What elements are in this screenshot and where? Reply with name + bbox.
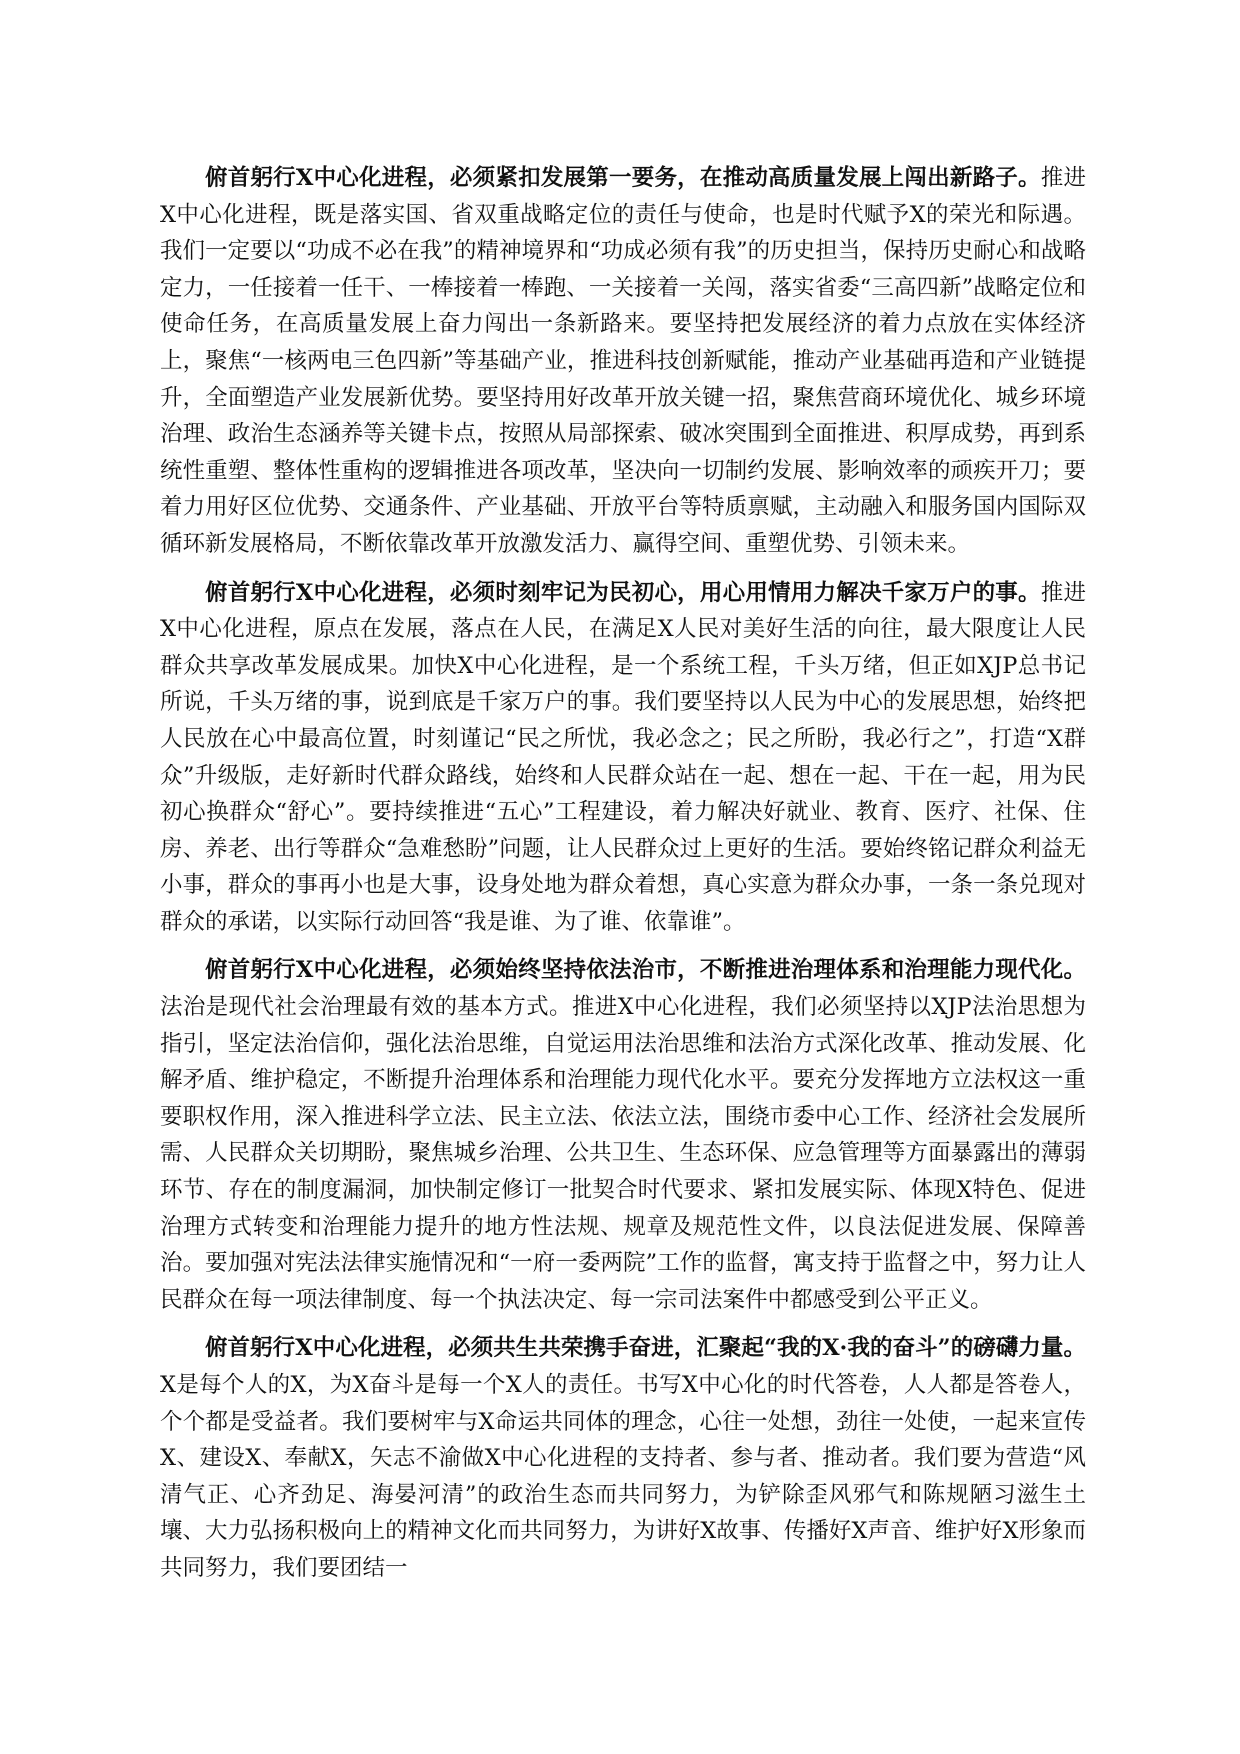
paragraph-body: X是每个人的X，为X奋斗是每一个X人的责任。书写X中心化的时代答卷，人人都是答卷人，个个都是受益者。我们要树牢与X命运共同体的理念，心往一处想，劲往一处使，一起来宣传X、建设X、奉献X，矢志不渝做X中心化进程的支持者、参与者、推动者。我们要为营造“风清气正、心齐劲足、海晏河清”的政治生态而共同努力，为铲除歪风邪气和陈规陋习滋生土壤、大力弘扬积极向上的精神文化而共同努力，为讲好X故事、传播好X声音、维护好X形象而共同努力，我们要团结一 — [160, 1372, 1086, 1581]
document-page — [160, 160, 1086, 1599]
paragraph-development — [160, 160, 1086, 563]
paragraph-lead: 俯首躬行X中心化进程，必须紧扣发展第一要务，在推动高质量发展上闯出新路子。 — [205, 165, 1041, 191]
paragraph-lead: 俯首躬行X中心化进程，必须共生共荣携手奋进，汇聚起“我的X·我的奋斗”的磅礴力量。 — [205, 1335, 1086, 1362]
paragraph-lead: 俯首躬行X中心化进程，必须时刻牢记为民初心，用心用情用力解决千家万户的事。 — [205, 579, 1041, 606]
paragraph-rule-of-law — [160, 952, 1086, 1318]
paragraph-body: 推进X中心化进程，既是落实国、省双重战略定位的责任与使命，也是时代赋予X的荣光和际遇。我们一定要以“功成不必在我”的精神境界和“功成必须有我”的历史担当，保持历史耐心和战略定力，一任接着一任干、一棒接着一棒跑、一关接着一关闯，落实省委“三高四新”战略定位和使命任务，在高质量发展上奋力闯出一条新路来。要坚持把发展经济的着力点放在实体经济上，聚焦“一核两电三色四新”等基础产业，推进科技创新赋能，推动产业基础再造和产业链提升，全面塑造产业发展新优势。要坚持用好改革开放关键一招，聚焦营商环境优化、城乡环境治理、政治生态涵养等关键卡点，按照从局部探索、破冰突围到全面推进、积厚成势，再到系统性重塑、整体性重构的逻辑推进各项改革，坚决向一切制约发展、影响效率的顽疾开刀；要着力用好区位优势、交通条件、产业基础、开放平台等特质禀赋，主动融入和服务国内国际双循环新发展格局，不断依靠改革开放激发活力、赢得空间、重塑优势、引领未来。 — [160, 165, 1086, 557]
paragraph-unity — [160, 1330, 1086, 1586]
paragraph-lead: 俯首躬行X中心化进程，必须始终坚持依法治市，不断推进治理体系和治理能力现代化。 — [205, 957, 1086, 984]
paragraph-people — [160, 575, 1086, 941]
paragraph-body: 法治是现代社会治理最有效的基本方式。推进X中心化进程，我们必须坚持以XJP法治思想为指引，坚定法治信仰，强化法治思维，自觉运用法治思维和法治方式深化改革、推动发展、化解矛盾、维护稳定，不断提升治理体系和治理能力现代化水平。要充分发挥地方立法权这一重要职权作用，深入推进科学立法、民主立法、依法立法，围绕市委中心工作、经济社会发展所需、人民群众关切期盼，聚焦城乡治理、公共卫生、生态环保、应急管理等方面暴露出的薄弱环节、存在的制度漏洞，加快制定修订一批契合时代要求、紧扣发展实际、体现X特色、促进治理方式转变和治理能力提升的地方性法规、规章及规范性文件，以良法促进发展、保障善治。要加强对宪法法律实施情况和“一府一委两院”工作的监督，寓支持于监督之中，努力让人民群众在每一项法律制度、每一个执法决定、每一宗司法案件中都感受到公平正义。 — [160, 994, 1086, 1313]
paragraph-body: 推进X中心化进程，原点在发展，落点在人民，在满足X人民对美好生活的向往，最大限度让人民群众共享改革发展成果。加快X中心化进程，是一个系统工程，千头万绪，但正如XJP总书记所说，千头万绪的事，说到底是千家万户的事。我们要坚持以人民为中心的发展思想，始终把人民放在心中最高位置，时刻谨记“民之所忧，我必念之；民之所盼，我必行之”，打造“X群众”升级版，走好新时代群众路线，始终和人民群众站在一起、想在一起、干在一起，用为民初心换群众“舒心”。要持续推进“五心”工程建设，着力解决好就业、教育、医疗、社保、住房、养老、出行等群众“急难愁盼”问题，让人民群众过上更好的生活。要始终铭记群众利益无小事，群众的事再小也是大事，设身处地为群众着想，真心实意为群众办事，一条一条兑现对群众的承诺，以实际行动回答“我是谁、为了谁、依靠谁”。 — [160, 579, 1086, 935]
